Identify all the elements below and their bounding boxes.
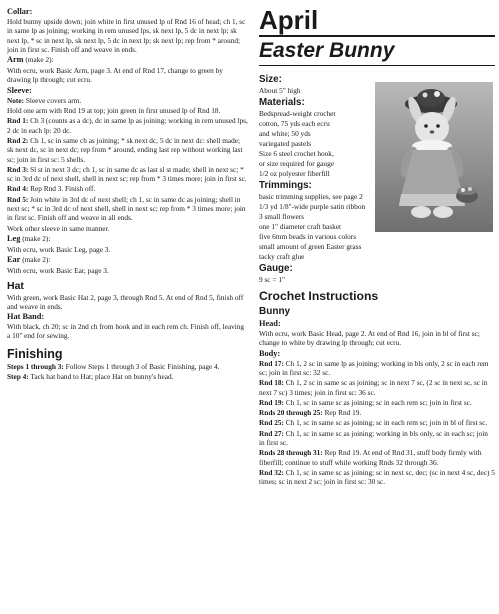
leg-heading: Leg [7,233,21,243]
finishing-steps-1-3 [7,362,248,371]
arm-heading: Arm [7,55,24,65]
ear-make: (make 2): [22,255,51,265]
sleeve-note [7,96,248,105]
right-column [259,6,495,488]
size-heading: Size: [259,73,282,85]
specs-block [259,74,374,178]
trimmings-item: small amount of green Easter grass [259,241,362,251]
rnd-label: Rnd 17: [259,358,284,368]
rnd-label: Rnd 25: [259,418,284,428]
note-label: Note: [7,95,25,105]
body-rnds-20-25 [259,408,495,417]
rnd-text: Ch 3 (counts as a dc), dc in same lp as joining; working in rem unused lps, 2 dc in each lp: 20 dc. [7,116,248,135]
body-rnd-32 [259,468,495,487]
bunny-photo-image [375,82,493,232]
left-column [7,6,248,382]
body-rnd-19 [259,398,495,407]
trimmings-item: basic trimming supplies, see page 2 [259,191,363,201]
rnd-label: Rnd 4: [7,184,29,194]
trimmings-item: tacky craft glue [259,251,305,261]
rnd-text: Ch 1, 2 sc in same sc as joining; sc in next 7 sc, (2 sc in next sc, sc in next 7 sc) 3 times; join in first sc: 36 sc. [259,378,488,397]
ear-text: With ecru, work Basic Ear, page 3. [7,266,109,276]
body-heading: Body: [259,348,281,358]
head-text: With ecru, work Basic Head, page 2. At end of Rnd 16, join in bl of first sc; change to white by drawing lp through; cut ecru. [259,329,480,348]
materials-list [259,109,374,178]
rnd-label: Rnds 20 through 25: [259,408,323,418]
body-rnd-18 [259,378,495,397]
materials-item: or size required for gauge [259,158,334,168]
materials-heading: Materials: [259,96,305,108]
materials-item: 1/2 oz polyester fiberfill [259,168,330,178]
rnd-label: Rnd 3: [7,164,29,174]
rnd-label: Rnd 32: [259,467,284,477]
sleeve-rnd-2 [7,136,248,164]
leg-make: (make 2): [22,233,51,243]
head-heading: Head: [259,319,281,329]
hat-band-heading: Hat Band: [7,312,45,322]
sleeve-heading: Sleeve: [7,85,32,95]
hat-heading: Hat [7,279,24,292]
bunny-photo [375,82,493,232]
body-rnds-28-31 [259,448,495,467]
bunny-heading: Bunny [259,306,291,318]
step4-text: Tack hat band to Hat; place Hat on bunny's head. [30,372,174,382]
rnd-label: Rnd 19: [259,397,284,407]
rnd-text: Rep Rnd 19. [324,408,362,418]
arm-line [7,55,248,65]
crochet-instructions-heading: Crochet Instructions [259,289,379,304]
size-text: About 5" high [259,85,301,95]
materials-item: cotton, 75 yds each ecru [259,118,330,128]
finishing-heading: Finishing [7,346,63,361]
title-divider [259,35,495,37]
sleeve-rnd-3 [7,165,248,184]
ear-line [7,255,248,265]
rnd-label: Rnd 18: [259,378,284,388]
finishing-step-4 [7,372,248,381]
rnd-label: Rnd 5: [7,194,29,204]
sleeve-rnd-4 [7,184,248,193]
gauge-text: 9 sc = 1" [259,274,285,284]
hat-band-text: With black, ch 20; sc in 2nd ch from hook and in each rem ch. Finish off, leaving a 10" end for sewing. [7,322,245,341]
month-title: April [259,5,319,35]
other-sleeve-text: Work other sleeve in same manner. [7,223,110,233]
collar-heading: Collar: [7,7,33,16]
step4-label: Step 4: [7,372,29,382]
trimmings-item: 1/3 yd 1/8"-wide purple satin ribbon [259,201,366,211]
note-text: Sleeve covers arm. [25,95,82,105]
materials-item: and white; 50 yds [259,128,311,138]
rnd-text: Ch 1, sc in same sc as joining; sc in each rem sc; join in first sc. [285,397,472,407]
collar-text: Hold bunny upside down; join white in first unused lp of Rnd 16 of head; ch 1, sc in same lp as joining; working in rem unused lps, sk next lp, 5 dc in next lp; sk next lp, * sc in next lp, sk next lp, 5 dc in next lp; sk next lp; rep from * around; join in first sc. Finish off and weave in ends. [7,17,246,54]
trimmings-item: 3 small flowers [259,211,304,221]
rnd-label: Rnd 27: [259,428,284,438]
rnd-text: Ch 1, sc in same sc as joining; working in bls only, sc in each sc; join in first sc. [259,428,488,448]
arm-make: (make 2): [25,55,54,65]
body-rnd-25 [259,418,495,427]
rnd-text: Sl st in next 3 dc; ch 1, sc in same dc as last sl st made; shell in next sc; * sc in 3rd dc of next shell, shell in next sc; rep from * 3 times more; join in first sc. [7,164,247,184]
rnd-text: Ch 1, sc in same sc as joining; sc in next sc, dec; (sc in next 4 sc, dec) 5 times; sc in next 2 sc; join in first sc: 30 sc. [259,467,495,487]
materials-item: Size 6 steel crochet hook, [259,148,334,158]
rnd-text: Rep Rnd 19. At end of Rnd 31, stuff body firmly with fiberfill; continue to stuff while working Rnds 32 through 36. [259,448,482,467]
title-divider-lower [259,65,495,66]
rnd-text: Rep Rnd 3. Finish off. [30,184,96,194]
trimmings-item: five 6mm beads in various colors [259,231,357,241]
leg-line [7,234,248,244]
body-rnd-17 [259,359,495,378]
sleeve-rnd-1 [7,116,248,135]
rnd-label: Rnd 2: [7,135,29,145]
sleeve-intro: Hold one arm with Rnd 19 at top; join green in first unused lp of Rnd 18. [7,106,221,116]
rnd-text: Ch 1, sc in same ch as joining; * sk next dc, 5 dc in next dc: shell made; sk next dc, sc in next dc; rep from * around, ending last rep without working last sc; join in first sc: 5 shells. [7,135,243,164]
rnd-label: Rnd 1: [7,116,29,126]
project-title: Easter Bunny [259,38,395,62]
steps-text: Follow Steps 1 through 3 of Basic Finishing, page 4. [65,361,220,371]
trimmings-item: one 1" diameter craft basket [259,221,341,231]
materials-item: Bedspread-weight crochet [259,108,336,118]
leg-text: With ecru, work Basic Leg, page 3. [7,244,111,254]
rnd-text: Join white in 3rd dc of next shell; ch 1, sc in same dc as joining; shell in next sc; * sc in 3rd dc of next shell, shell in next sc; rep from * 3 times more; join in first sc. Finish off and weave in all ends. [7,194,246,223]
arm-text: With ecru, work Basic Arm, page 3. At end of Rnd 17, change to green by drawing lp through; cut ecru. [7,66,223,85]
body-rnd-27 [259,429,495,448]
ear-heading: Ear [7,255,21,265]
rnd-text: Ch 1, sc in same sc as joining; sc in each rem sc; join in bl of first sc. [285,418,488,428]
sleeve-rnd-5 [7,195,248,223]
rnd-label: Rnds 28 through 31: [259,448,323,458]
rnd-text: Ch 1, 2 sc in same lp as joining; working in bls only, 2 sc in each rem sc; join in first sc: 32 sc. [259,358,489,377]
trimmings-heading: Trimmings: [259,179,312,191]
materials-item: variegated pastels [259,138,312,148]
steps-label: Steps 1 through 3: [7,361,64,371]
gauge-heading: Gauge: [259,262,293,274]
hat-text: With green, work Basic Hat 2, page 3, through Rnd 5. At end of Rnd 5, finish off and weave in ends. [7,292,244,311]
